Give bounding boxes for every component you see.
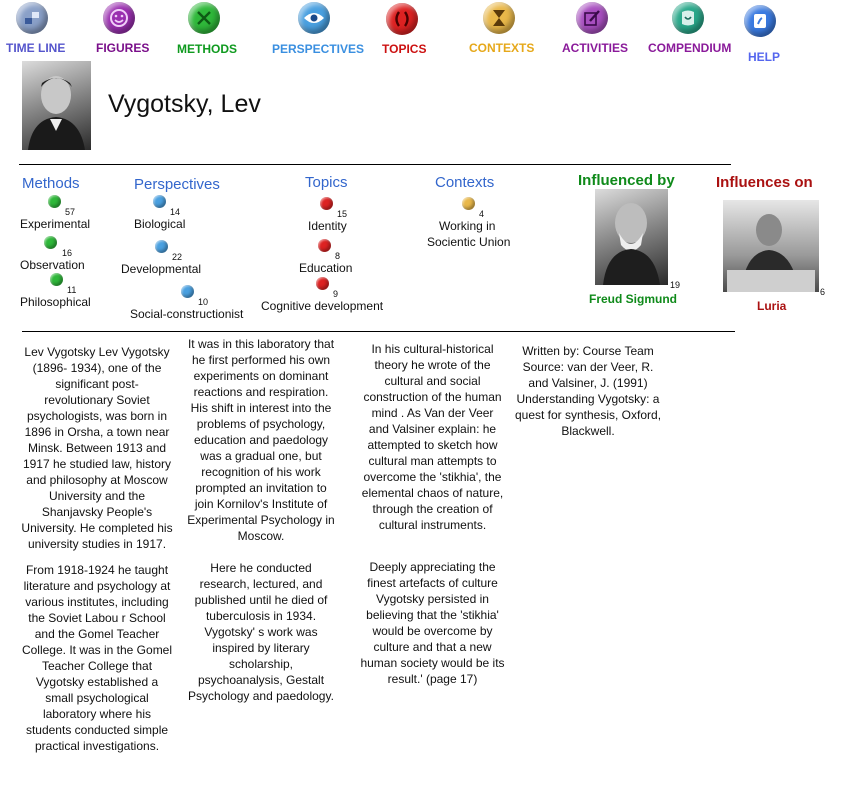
- context-label-line1[interactable]: Working in: [439, 219, 496, 233]
- book-icon[interactable]: [672, 2, 704, 34]
- perspective-icon[interactable]: [181, 285, 194, 298]
- perspective-label-biological[interactable]: Biological: [134, 217, 186, 231]
- perspectives-heading[interactable]: Perspectives: [134, 176, 220, 193]
- influenced-by-heading: Influenced by: [578, 172, 675, 189]
- topic-count: 15: [337, 209, 348, 219]
- contexts-heading[interactable]: Contexts: [435, 174, 495, 191]
- influenced-by-name[interactable]: Freud Sigmund: [589, 292, 677, 306]
- context-icon[interactable]: [462, 197, 475, 210]
- credits-column: [512, 343, 664, 449]
- freud-portrait[interactable]: [595, 189, 668, 285]
- nav-label-perspectives[interactable]: PERSPECTIVES: [272, 42, 365, 56]
- vygotsky-portrait: [22, 61, 91, 150]
- bio-column-1: [21, 344, 173, 764]
- topic-label-identity[interactable]: Identity: [308, 219, 347, 233]
- page-title: Vygotsky, Lev: [108, 90, 261, 118]
- topic-label-cognitive-development[interactable]: Cognitive development: [261, 299, 384, 313]
- luria-portrait[interactable]: [723, 200, 819, 292]
- perspective-count: 22: [172, 252, 183, 262]
- bio-paragraph: Deeply appreciating the finest artefacts of culture Vygotsky persisted in believing that the 'stikhia' would be overcome by culture and that a new human society would be its result.' (page 17): [360, 560, 505, 686]
- perspective-icon[interactable]: [155, 240, 168, 253]
- cross-tools-icon[interactable]: [188, 2, 220, 34]
- header-divider: [19, 164, 731, 165]
- bio-paragraph: It was in this laboratory that he first performed his own experiments on dominant reactions and respiration. His shift in interest into the problems of psychology, education and paedology was a gradual one, but recognition of his work prompted an invitation to join Kornilov's Institute of Experimental Psychology in Moscow.: [187, 337, 335, 543]
- timeline-icon[interactable]: [16, 2, 48, 34]
- context-label-line2[interactable]: Socientic Union: [427, 235, 511, 249]
- method-count: 57: [65, 207, 76, 217]
- topic-label-education[interactable]: Education: [299, 261, 353, 275]
- perspective-count: 10: [198, 297, 209, 307]
- nav-label-figures[interactable]: FIGURES: [96, 41, 150, 55]
- pencil-icon[interactable]: [576, 2, 608, 34]
- nav-label-activities[interactable]: ACTIVITIES: [562, 41, 629, 55]
- nav-label-timeline[interactable]: TIME LINE: [6, 41, 66, 55]
- smiley-icon[interactable]: [103, 2, 135, 34]
- bio-paragraph: In his cultural-historical theory he wrote of the cultural and social construction of the human mind . As Van der Veer and Valsiner explain: he attempted to sketch how cultural man attempts to overcome the 'stikhia', the elemental chaos of nature, through the creation of cultural instruments.: [361, 342, 504, 532]
- methods-heading[interactable]: Methods: [22, 175, 80, 192]
- bio-paragraph: From 1918-1924 he taught literature and psychology at various institutes, including the Soviet Labou r School and the Gomel Teacher College. It was in the Gomel Teacher College that Vygotsky established a small psychological laboratory where his students conducted simple practical investigations.: [21, 563, 173, 753]
- eye-icon[interactable]: [298, 2, 330, 34]
- nav-label-topics[interactable]: TOPICS: [382, 42, 427, 56]
- nav-label-methods[interactable]: METHODS: [177, 42, 237, 56]
- bio-column-2: [185, 336, 337, 714]
- help-icon[interactable]: [744, 5, 776, 37]
- nav-label-compendium[interactable]: COMPENDIUM: [648, 41, 732, 55]
- section-divider: [22, 331, 735, 332]
- method-count: 16: [62, 248, 73, 258]
- method-label-experimental[interactable]: Experimental: [20, 217, 91, 231]
- topics-heading[interactable]: Topics: [305, 174, 348, 191]
- perspective-count: 14: [170, 207, 181, 217]
- topic-icon[interactable]: [318, 239, 331, 252]
- topic-icon[interactable]: [320, 197, 333, 210]
- topic-count: 9: [333, 289, 339, 299]
- credits-text: Written by: Course Team Source: van der Veer, R. and Valsiner, J. (1991) Understanding Vygotsky: a quest for synthesis, Oxford, Blackwell.: [514, 344, 662, 438]
- influences-on-count: 6: [820, 287, 826, 297]
- method-icon[interactable]: [48, 195, 61, 208]
- influences-on-name[interactable]: Luria: [757, 299, 787, 313]
- bio-paragraph: Lev Vygotsky Lev Vygotsky (1896- 1934), one of the significant post-revolutionary Soviet psychologists, was born in 1896 in Orsha, a town near Minsk. Between 1913 and 1917 he studied law, history and philosophy at Moscow University and the Shanjavsky People's University. He completed his university studies in 1917.: [21, 345, 173, 551]
- method-count: 11: [67, 285, 77, 295]
- nav-label-help[interactable]: HELP: [748, 50, 781, 64]
- method-icon[interactable]: [50, 273, 63, 286]
- perspective-label-developmental[interactable]: Developmental: [121, 262, 202, 276]
- topic-count: 8: [335, 251, 341, 261]
- hourglass-icon[interactable]: [483, 2, 515, 34]
- method-icon[interactable]: [44, 236, 57, 249]
- perspective-label-social-constructionist[interactable]: Social-constructionist: [130, 307, 244, 321]
- bio-column-3: [360, 341, 505, 697]
- influenced-by-count: 19: [670, 280, 681, 290]
- method-label-philosophical[interactable]: Philosophical: [20, 295, 91, 309]
- method-label-observation[interactable]: Observation: [20, 258, 85, 272]
- topic-icon[interactable]: [316, 277, 329, 290]
- perspective-icon[interactable]: [153, 195, 166, 208]
- bio-paragraph: Here he conducted research, lectured, and published until he died of tuberculosis in 1934. Vygotsky' s work was inspired by literary scholarship, psychoanalysis, Gestalt Psychology and paedology.: [188, 561, 334, 703]
- context-count: 4: [479, 209, 485, 219]
- nav-label-contexts[interactable]: CONTEXTS: [469, 41, 535, 55]
- influences-on-heading: Influences on: [716, 174, 813, 191]
- brackets-icon[interactable]: [386, 3, 418, 35]
